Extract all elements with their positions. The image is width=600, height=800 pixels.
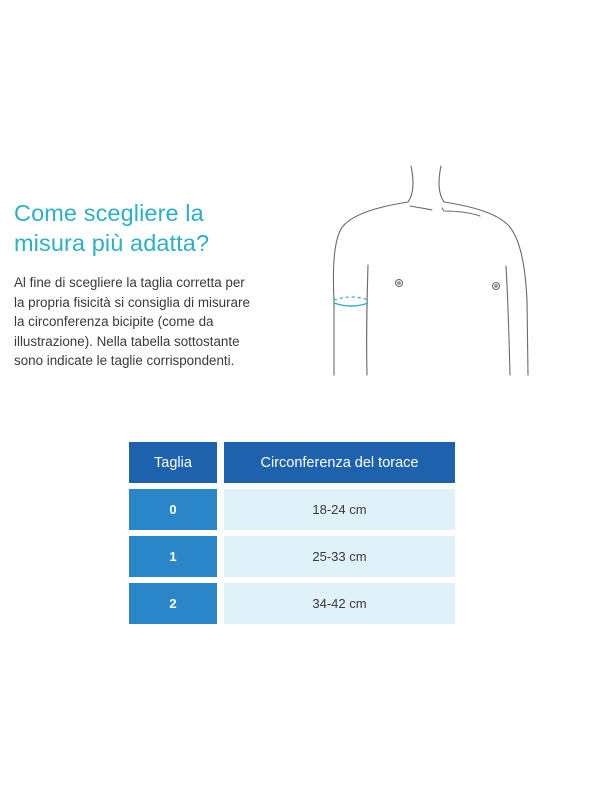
table-row bbox=[129, 536, 455, 577]
bicep-measure-dash-icon bbox=[334, 297, 368, 300]
circumference-cell: 34-42 cm bbox=[224, 583, 455, 624]
neck-left-line bbox=[408, 166, 413, 202]
left-nipple-icon bbox=[396, 280, 403, 287]
right-nipple-icon bbox=[493, 283, 500, 290]
torso-illustration bbox=[328, 160, 548, 380]
column-header-size: Taglia bbox=[129, 442, 217, 483]
table-row bbox=[129, 583, 455, 624]
bicep-measure-line-icon bbox=[334, 303, 368, 306]
intro-line-4: illustrazione). Nella tabella sottostante bbox=[14, 333, 240, 349]
size-cell: 1 bbox=[129, 536, 217, 577]
left-nipple-center bbox=[398, 282, 400, 284]
right-nipple-center bbox=[495, 285, 497, 287]
neck-right-line bbox=[439, 166, 444, 202]
right-inner-arm-line bbox=[506, 266, 510, 375]
table-header-row bbox=[129, 442, 455, 483]
title-line-1: Come scegliere la bbox=[14, 200, 204, 226]
right-clavicle-line bbox=[442, 208, 480, 216]
right-shoulder-line bbox=[444, 202, 528, 375]
table-row bbox=[129, 489, 455, 530]
intro-line-2: la propria fisicità si consiglia di misurare bbox=[14, 294, 250, 310]
left-inner-arm-line bbox=[367, 265, 368, 375]
intro-line-5: sono indicate le taglie corrispondenti. bbox=[14, 353, 235, 368]
intro-text bbox=[14, 273, 314, 371]
size-cell: 2 bbox=[129, 583, 217, 624]
column-header-circumference: Circonferenza del torace bbox=[224, 442, 455, 483]
page-title bbox=[14, 198, 334, 258]
left-clavicle-line bbox=[410, 206, 432, 210]
circumference-cell: 18-24 cm bbox=[224, 489, 455, 530]
intro-line-1: Al fine di scegliere la taglia corretta per bbox=[14, 275, 245, 290]
intro-line-3: la circonferenza bicipite (come da bbox=[14, 314, 214, 329]
left-shoulder-line bbox=[333, 202, 408, 375]
size-cell: 0 bbox=[129, 489, 217, 530]
title-line-2: misura più adatta? bbox=[14, 230, 210, 256]
circumference-cell: 25-33 cm bbox=[224, 536, 455, 577]
size-table bbox=[129, 442, 455, 630]
